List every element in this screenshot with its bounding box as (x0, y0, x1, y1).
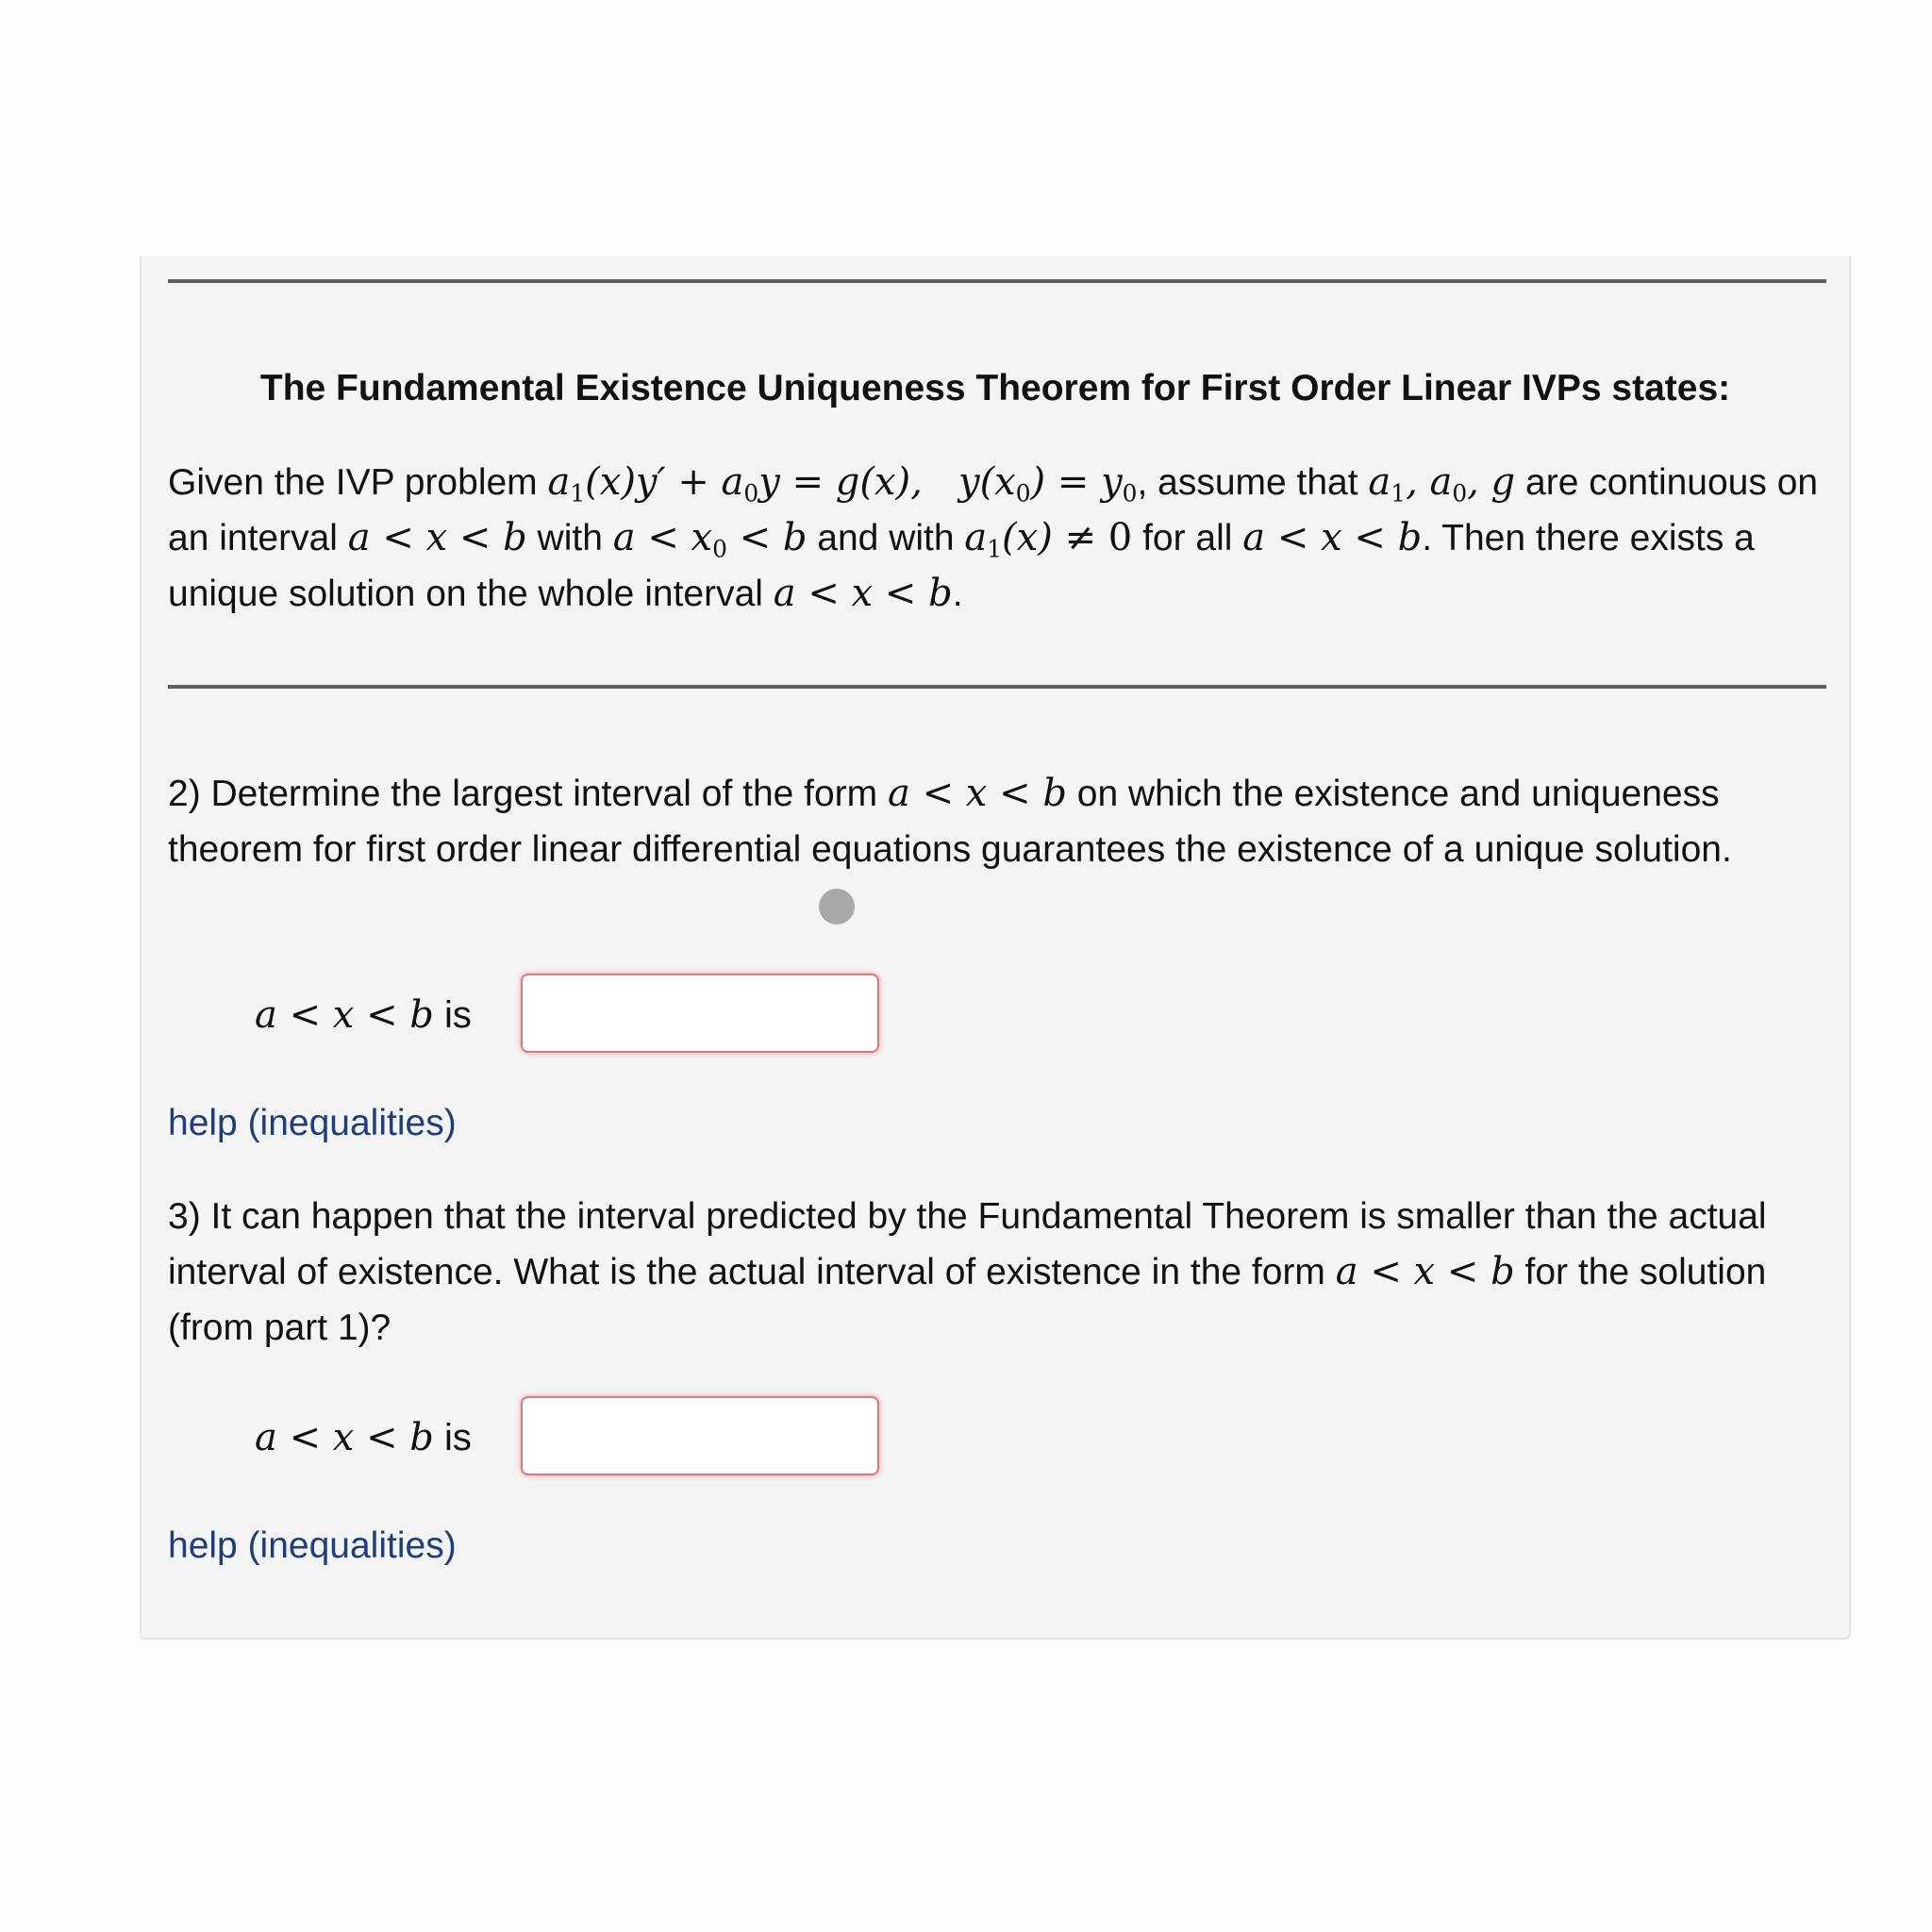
top-divider (168, 279, 1826, 283)
question-3-text: 3) It can happen that the interval predicted by the Fundamental Theorem is smaller than the actual interval of existence. What is the actual interval of existence in the form a < x < b for the solution (from part 1)? (168, 1196, 1767, 1348)
middle-divider (168, 685, 1826, 689)
theorem-statement: Given the IVP problem $a_1(x)y' + a_0y = g(x)$, $y(x_0) = y_0$, assume that $a_1$, $a_0$, g are continuous on an interval a < x < b with $a < x_0 < b$ and with $a_1(x) \ne 0$ for all a < x < b. Then there exists a unique solution on the whole interval a < x < b. (168, 460, 1819, 615)
question-3-answer-input[interactable] (521, 1396, 879, 1475)
question-2-answer-label: a < x < b is (255, 993, 472, 1037)
problem-panel (140, 257, 1851, 1640)
theorem-title: The Fundamental Existence Uniqueness Theorem for First Order Linear IVPs states: (259, 368, 1731, 408)
question-3-answer-label: a < x < b is (255, 1416, 472, 1459)
question-3-help-link[interactable]: help (inequalities) (168, 1525, 457, 1566)
question-2-answer-input[interactable] (521, 974, 879, 1053)
question-2-help-link[interactable]: help (inequalities) (168, 1103, 457, 1143)
pointer-cursor-indicator (819, 889, 855, 924)
question-2-text: 2) Determine the largest interval of the form a < x < b on which the existence and uniqueness theorem for first order linear differential equations guarantees the existence of a unique solution. (168, 772, 1732, 870)
